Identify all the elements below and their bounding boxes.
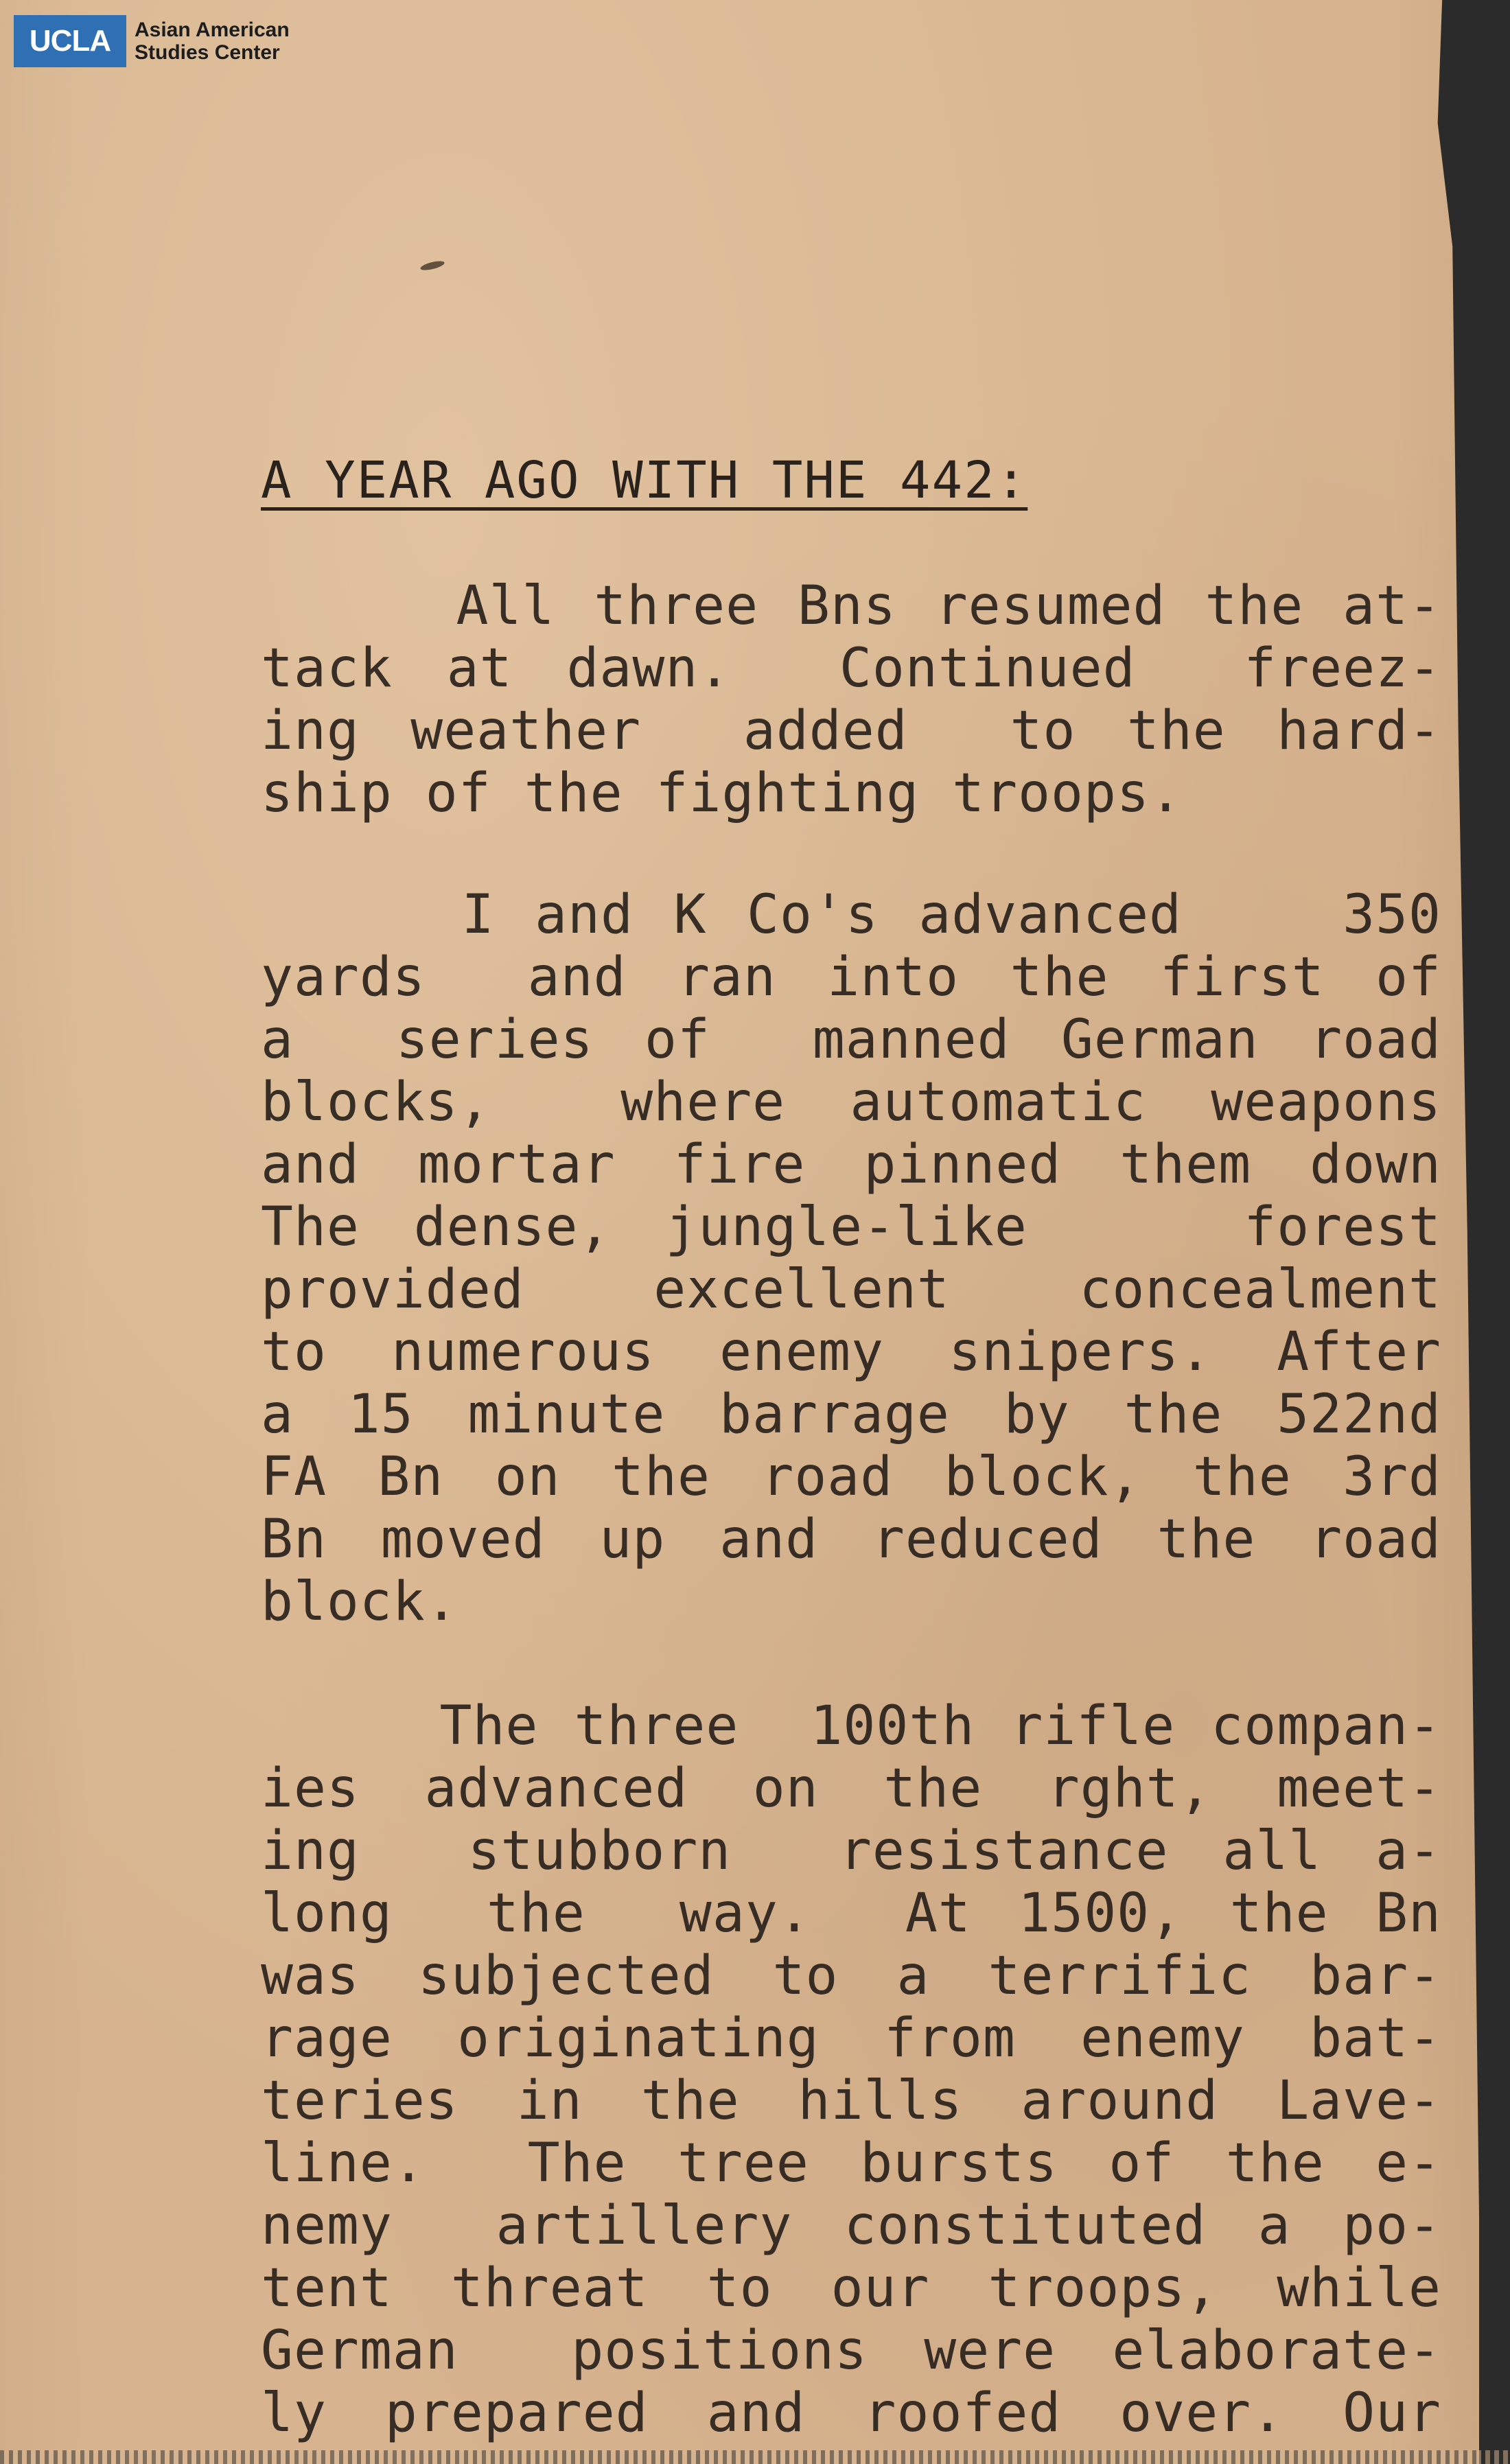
paragraph-line: blocks, where automatic weapons <box>261 1071 1441 1133</box>
logo-caption <box>135 19 290 64</box>
paragraph-line: I and K Co's advanced 350 <box>261 884 1441 946</box>
paragraph-line: The three 100th rifle compan- <box>261 1695 1441 1757</box>
paragraph-line: Bn moved up and reduced the road <box>261 1509 1441 1570</box>
paragraph-line: ing stubborn resistance all a- <box>261 1820 1441 1882</box>
ucla-aasc-logo <box>14 15 290 67</box>
paragraph-line: German positions were elaborate- <box>261 2320 1441 2382</box>
torn-bottom-edge <box>0 2450 1510 2464</box>
paragraph-line: rage originating from enemy bat- <box>261 2008 1441 2069</box>
paragraph-1 <box>261 575 1441 825</box>
paragraph-line: was subjected to a terrific bar- <box>261 1945 1441 2007</box>
paragraph-line: All three Bns resumed the at- <box>261 575 1441 637</box>
paragraph-line: a 15 minute barrage by the 522nd <box>261 1384 1441 1445</box>
paragraph-line: yards and ran into the first of <box>261 946 1441 1008</box>
logo-caption-line-2: Studies Center <box>135 41 280 64</box>
paragraph-2 <box>261 884 1441 1634</box>
paragraph-line: ing weather added to the hard- <box>261 700 1441 762</box>
paragraph-line: nemy artillery constituted a po- <box>261 2195 1441 2257</box>
paragraph-line: tack at dawn. Continued freez- <box>261 638 1441 699</box>
paragraph-line: ly prepared and roofed over. Our <box>261 2382 1441 2444</box>
paragraph-line: ies advanced on the rght, meet- <box>261 1758 1441 1820</box>
paragraph-line: line. The tree bursts of the e- <box>261 2132 1441 2194</box>
paragraph-line: a series of manned German road <box>261 1009 1441 1071</box>
paragraph-line: and mortar fire pinned them down <box>261 1134 1441 1196</box>
paragraph-line: block. <box>261 1571 458 1633</box>
paragraph-line: long the way. At 1500, the Bn <box>261 1883 1441 1944</box>
paragraph-line: teries in the hills around Lave- <box>261 2070 1441 2132</box>
paragraph-3 <box>261 1695 1441 2445</box>
paragraph-line: The dense, jungle-like forest <box>261 1196 1441 1258</box>
paragraph-line: tent threat to our troops, while <box>261 2257 1441 2319</box>
paragraph-line: FA Bn on the road block, the 3rd <box>261 1446 1441 1508</box>
paragraph-line: to numerous enemy snipers. After <box>261 1321 1441 1383</box>
paragraph-line: provided excellent concealment <box>261 1259 1441 1321</box>
logo-caption-line-1: Asian American <box>135 19 290 41</box>
paragraph-line: ship of the fighting troops. <box>261 763 1183 824</box>
document-heading: A YEAR AGO WITH THE 442: <box>261 451 1028 510</box>
ucla-logo-mark: UCLA <box>14 15 126 67</box>
